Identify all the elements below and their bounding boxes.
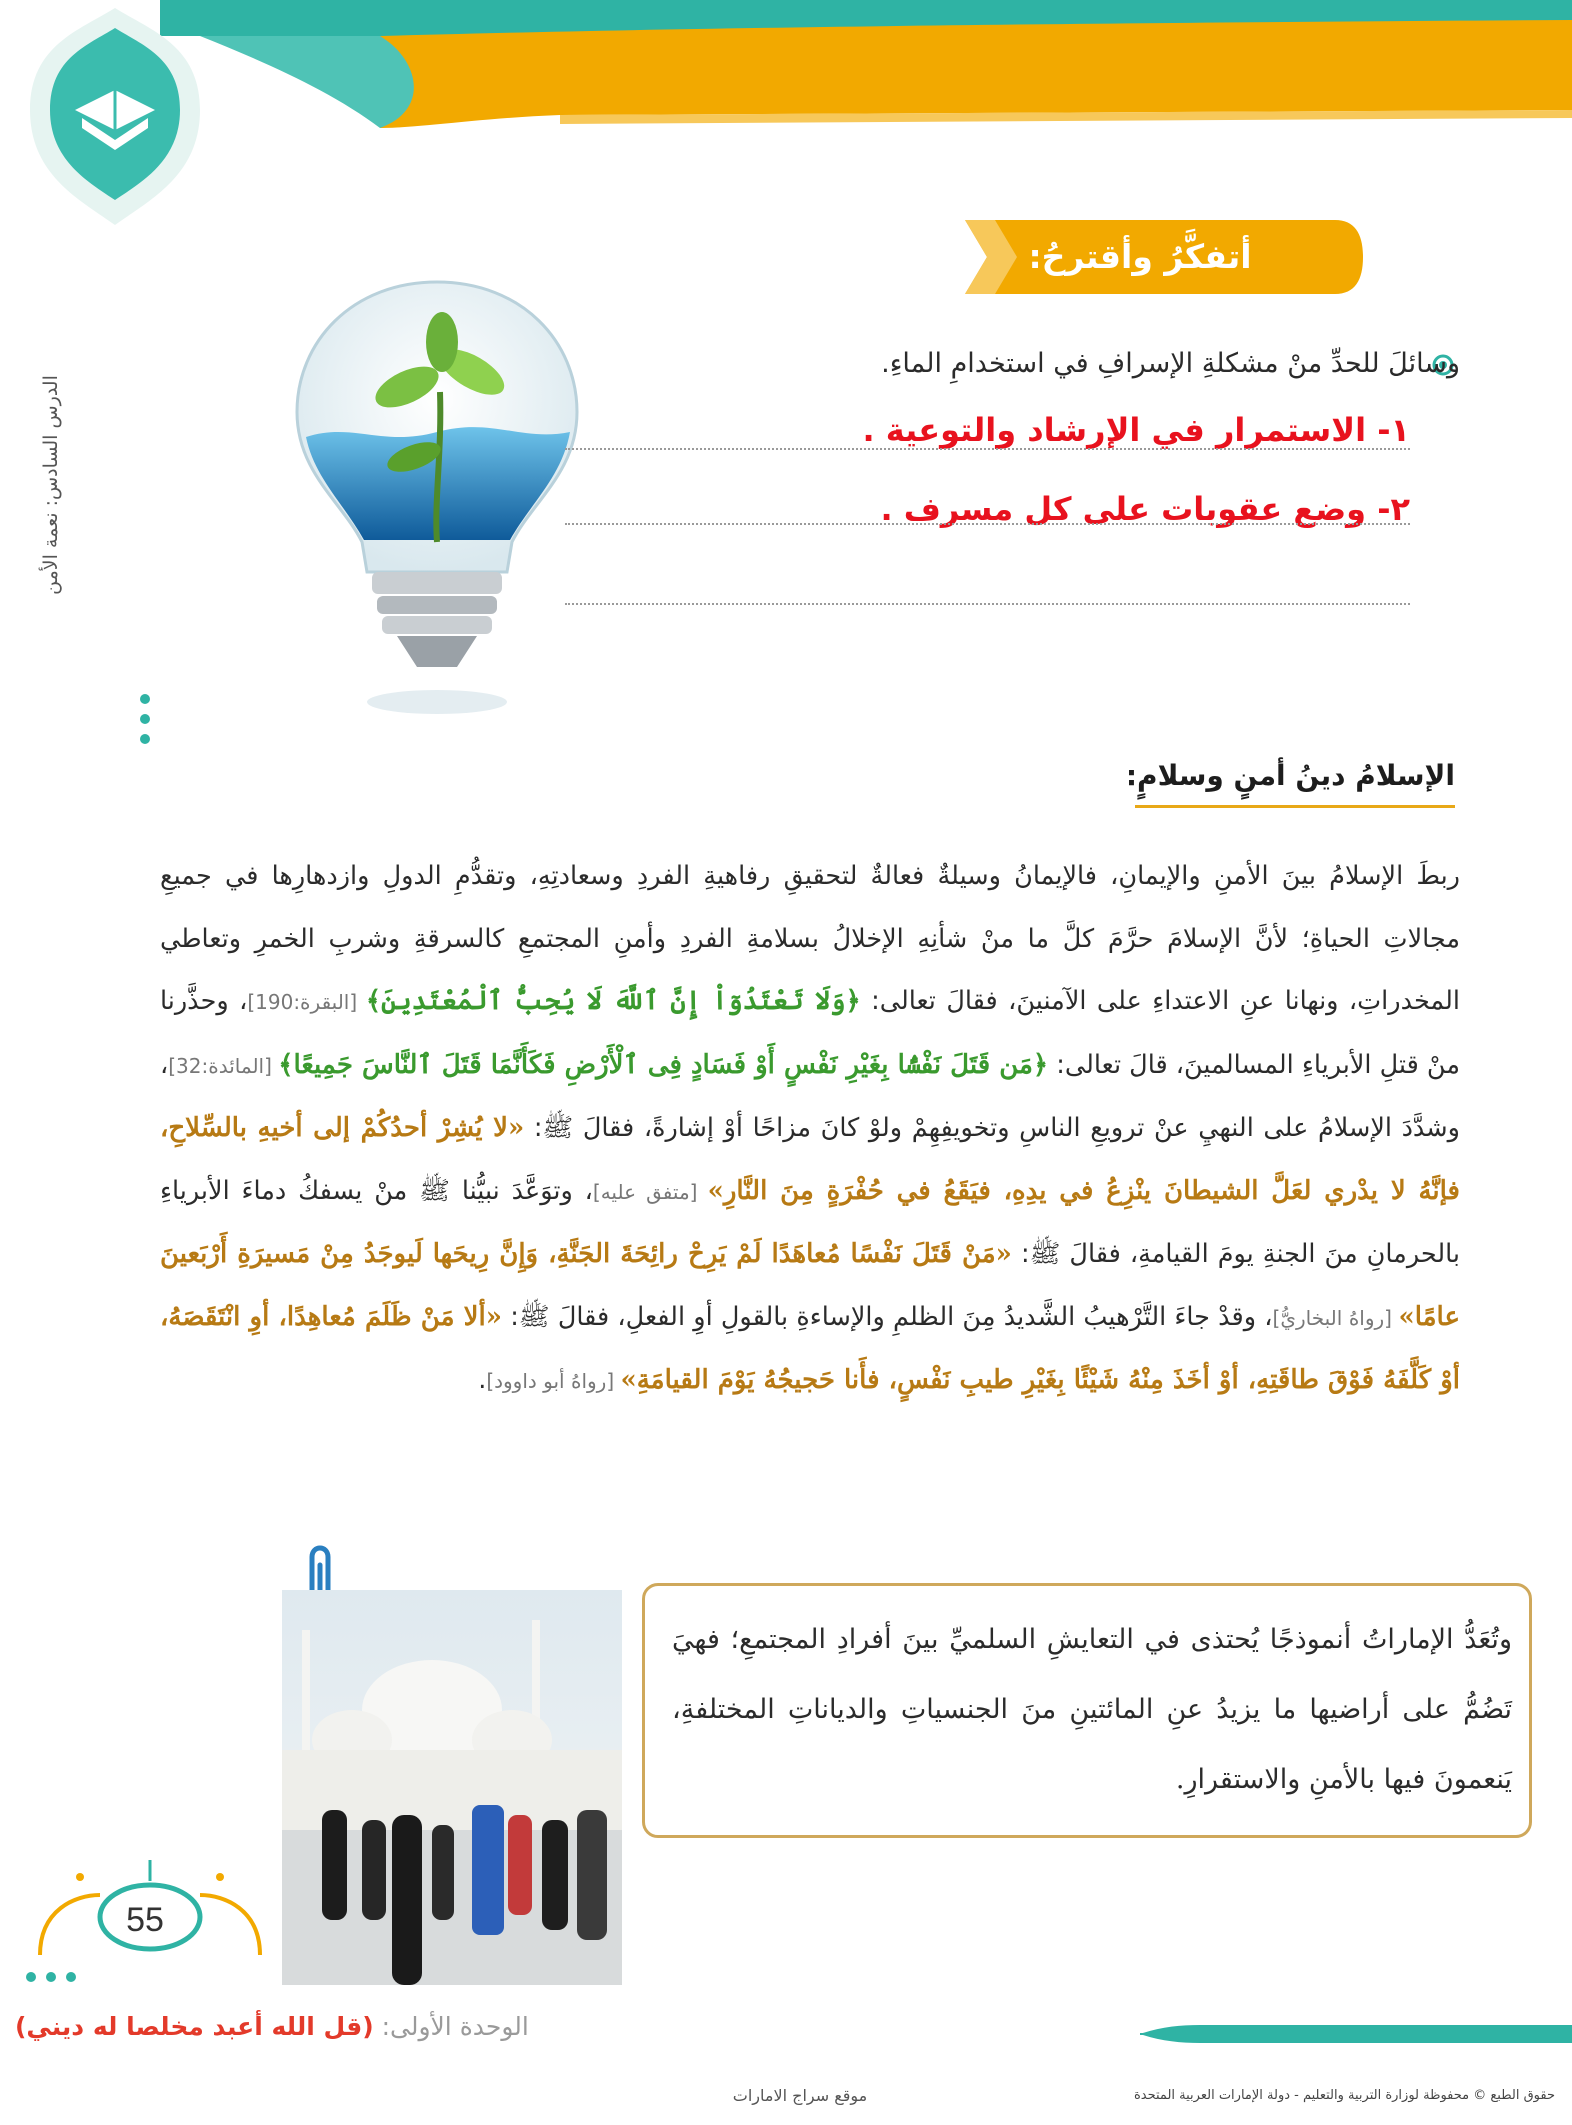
body-text-segment: ، وحذَّرنا منْ قتلِ الأبرياءِ المسالمينَ، قالَ تعالى: [160, 986, 1460, 1080]
answer-line [565, 603, 1410, 605]
citation: [البقرة:190] [247, 990, 366, 1014]
hadith-quote: «مَنْ قَتَلَ نَفْسًا مُعاهَدًا لَمْ يَرِحْ رائِحَةَ الجَنَّةِ، وَإِنَّ رِيحَها لَيوجَدُ مِنْ مَسيرَةِ أَرْبَعينَ عامًا» [160, 1239, 1460, 1332]
body-text-segment: ، وشدَّدَ الإسلامُ على النهيِ عنْ ترويعِ الناسِ وتخويفِهِمْ ولوْ كانَ مزاحًا أوْ إشارةً، فقالَ ﷺ: [160, 1049, 1460, 1143]
body-text-segment: ، وقدْ جاءَ التَّرْهيبُ الشَّديدُ مِنَ الظلمِ والإساءةِ بالقولِ أوِ الفعلِ، فقالَ ﷺ: [501, 1301, 1273, 1332]
citation: [المائدة:32] [168, 1053, 279, 1078]
lesson-label: الدرس السادس: نعمة الأمن [40, 375, 62, 595]
body-text-segment: ، وتوَعَّدَ نبيُّنا ﷺ منْ يسفكُ دماءَ الأبرياءِ بالحرمانِ منَ الجنةِ يومَ القيامةِ، فقالَ ﷺ: [160, 1175, 1460, 1269]
citation: [رواهُ أبو داوود] [486, 1369, 621, 1393]
footer-band [1140, 2025, 1572, 2043]
decorative-dots [24, 1970, 80, 1984]
think-question: وسائلَ للحدِّ منْ مشكلةِ الإسرافِ في استخدامِ الماءِ. [881, 348, 1460, 379]
top-decorative-band [0, 0, 1572, 140]
section-heading: الإسلامُ دينُ أمنٍ وسلامٍ: [1125, 759, 1455, 792]
hadith-quote: «ألا مَنْ ظَلَمَ مُعاهِدًا، أوِ انْتَقَصَهُ، أوْ كَلَّفَهُ فَوْقَ طاقَتِهِ، أوْ أخَذَ مِنْهُ شَيْئًا بِغَيْرِ طيبِ نَفْسٍ، فأَنا حَجيجُهُ يَوْمَ القيامَةِ» [160, 1301, 1460, 1395]
mosque-photo [282, 1590, 622, 1985]
quran-verse: ﴿وَلَا تَعْتَدُوٓاْ إِنَّ ٱللَّهَ لَا يُحِبُّ ٱلْمُعْتَدِينَ﴾ [365, 986, 861, 1016]
unit-title [15, 2005, 755, 2049]
hadith-quote: «لا يُشِرْ أحدُكُمْ إلى أخيهِ بالسِّلاحِ، فإنَّهُ لا يدْري لعَلَّ الشيطانَ ينْزِعُ في يدِهِ، فيَقَعُ في حُفْرَةٍ مِنَ النَّارِ» [160, 1113, 1460, 1206]
site-name: موقع سراج الامارات [732, 2086, 868, 2105]
copyright-text: حقوق الطبع © محفوظة لوزارة التربية والتعليم - دولة الإمارات العربية المتحدة [1133, 2088, 1555, 2103]
quran-emblem-icon [20, 0, 210, 230]
unit-motto: (قل الله أعبد مخلصا له ديني) [15, 2012, 374, 2041]
answer-1: ١- الاستمرار في الإرشاد والتوعية . [862, 411, 1410, 449]
answer-line [565, 523, 1410, 525]
page-number: 55 [126, 1901, 164, 1939]
water-lightbulb-image [292, 272, 582, 722]
heading-underline [1135, 805, 1455, 808]
body-text-segment: ربطَ الإسلامُ بينَ الأمنِ والإيمانِ، فالإيمانُ وسيلةٌ فعالةٌ لتحقيقِ رفاهيةِ الفردِ وسعادتِهِ، وتقدُّمِ الدولِ وازدهارِها في جميعِ مجالاتِ الحياةِ؛ لأنَّ الإسلامَ حرَّمَ كلَّ ما منْ شأنِهِ الإخلالُ بسلامةِ الفردِ وأمنِ المجتمعِ كالسرقةِ وشربِ الخمرِ وتعاطي المخدراتِ، ونهانا عنِ الاعتداءِ على الآمنينَ، فقالَ تعالى: [160, 861, 1461, 1016]
uae-info-text: وتُعَدُّ الإماراتُ أنموذجًا يُحتذى في التعايشِ السلميِّ بينَ أفرادِ المجتمعِ؛ فهيَ تَضُمُّ على أراضيها ما يزيدُ عنِ المائتينِ منَ الجنسياتِ والدياناتِ المختلفةِ، يَنعمونَ فيها بالأمنِ والاستقرارِ. [672, 1624, 1512, 1795]
think-title: أتفكَّرُ وأقترحُ: [1028, 237, 1252, 276]
citation: [رواهُ البخاريُّ] [1272, 1305, 1399, 1330]
decorative-dots [138, 692, 152, 746]
answer-line [565, 448, 1410, 450]
quran-verse: ﴿مَن قَتَلَ نَفْسًۢا بِغَيْرِ نَفْسٍ أَوْ فَسَادٍ فِى ٱلْأَرْضِ فَكَأَنَّمَا قَتَلَ ٱلنَّاسَ جَمِيعًا﴾ [278, 1049, 1049, 1080]
body-text-segment: . [478, 1365, 487, 1395]
unit-label: الوحدة الأولى: [373, 2012, 529, 2041]
answer-2: ٢- وضع عقوبات على كل مسرف . [880, 490, 1410, 528]
citation: [متفق عليه] [592, 1179, 708, 1204]
body-paragraph [160, 845, 1460, 1545]
